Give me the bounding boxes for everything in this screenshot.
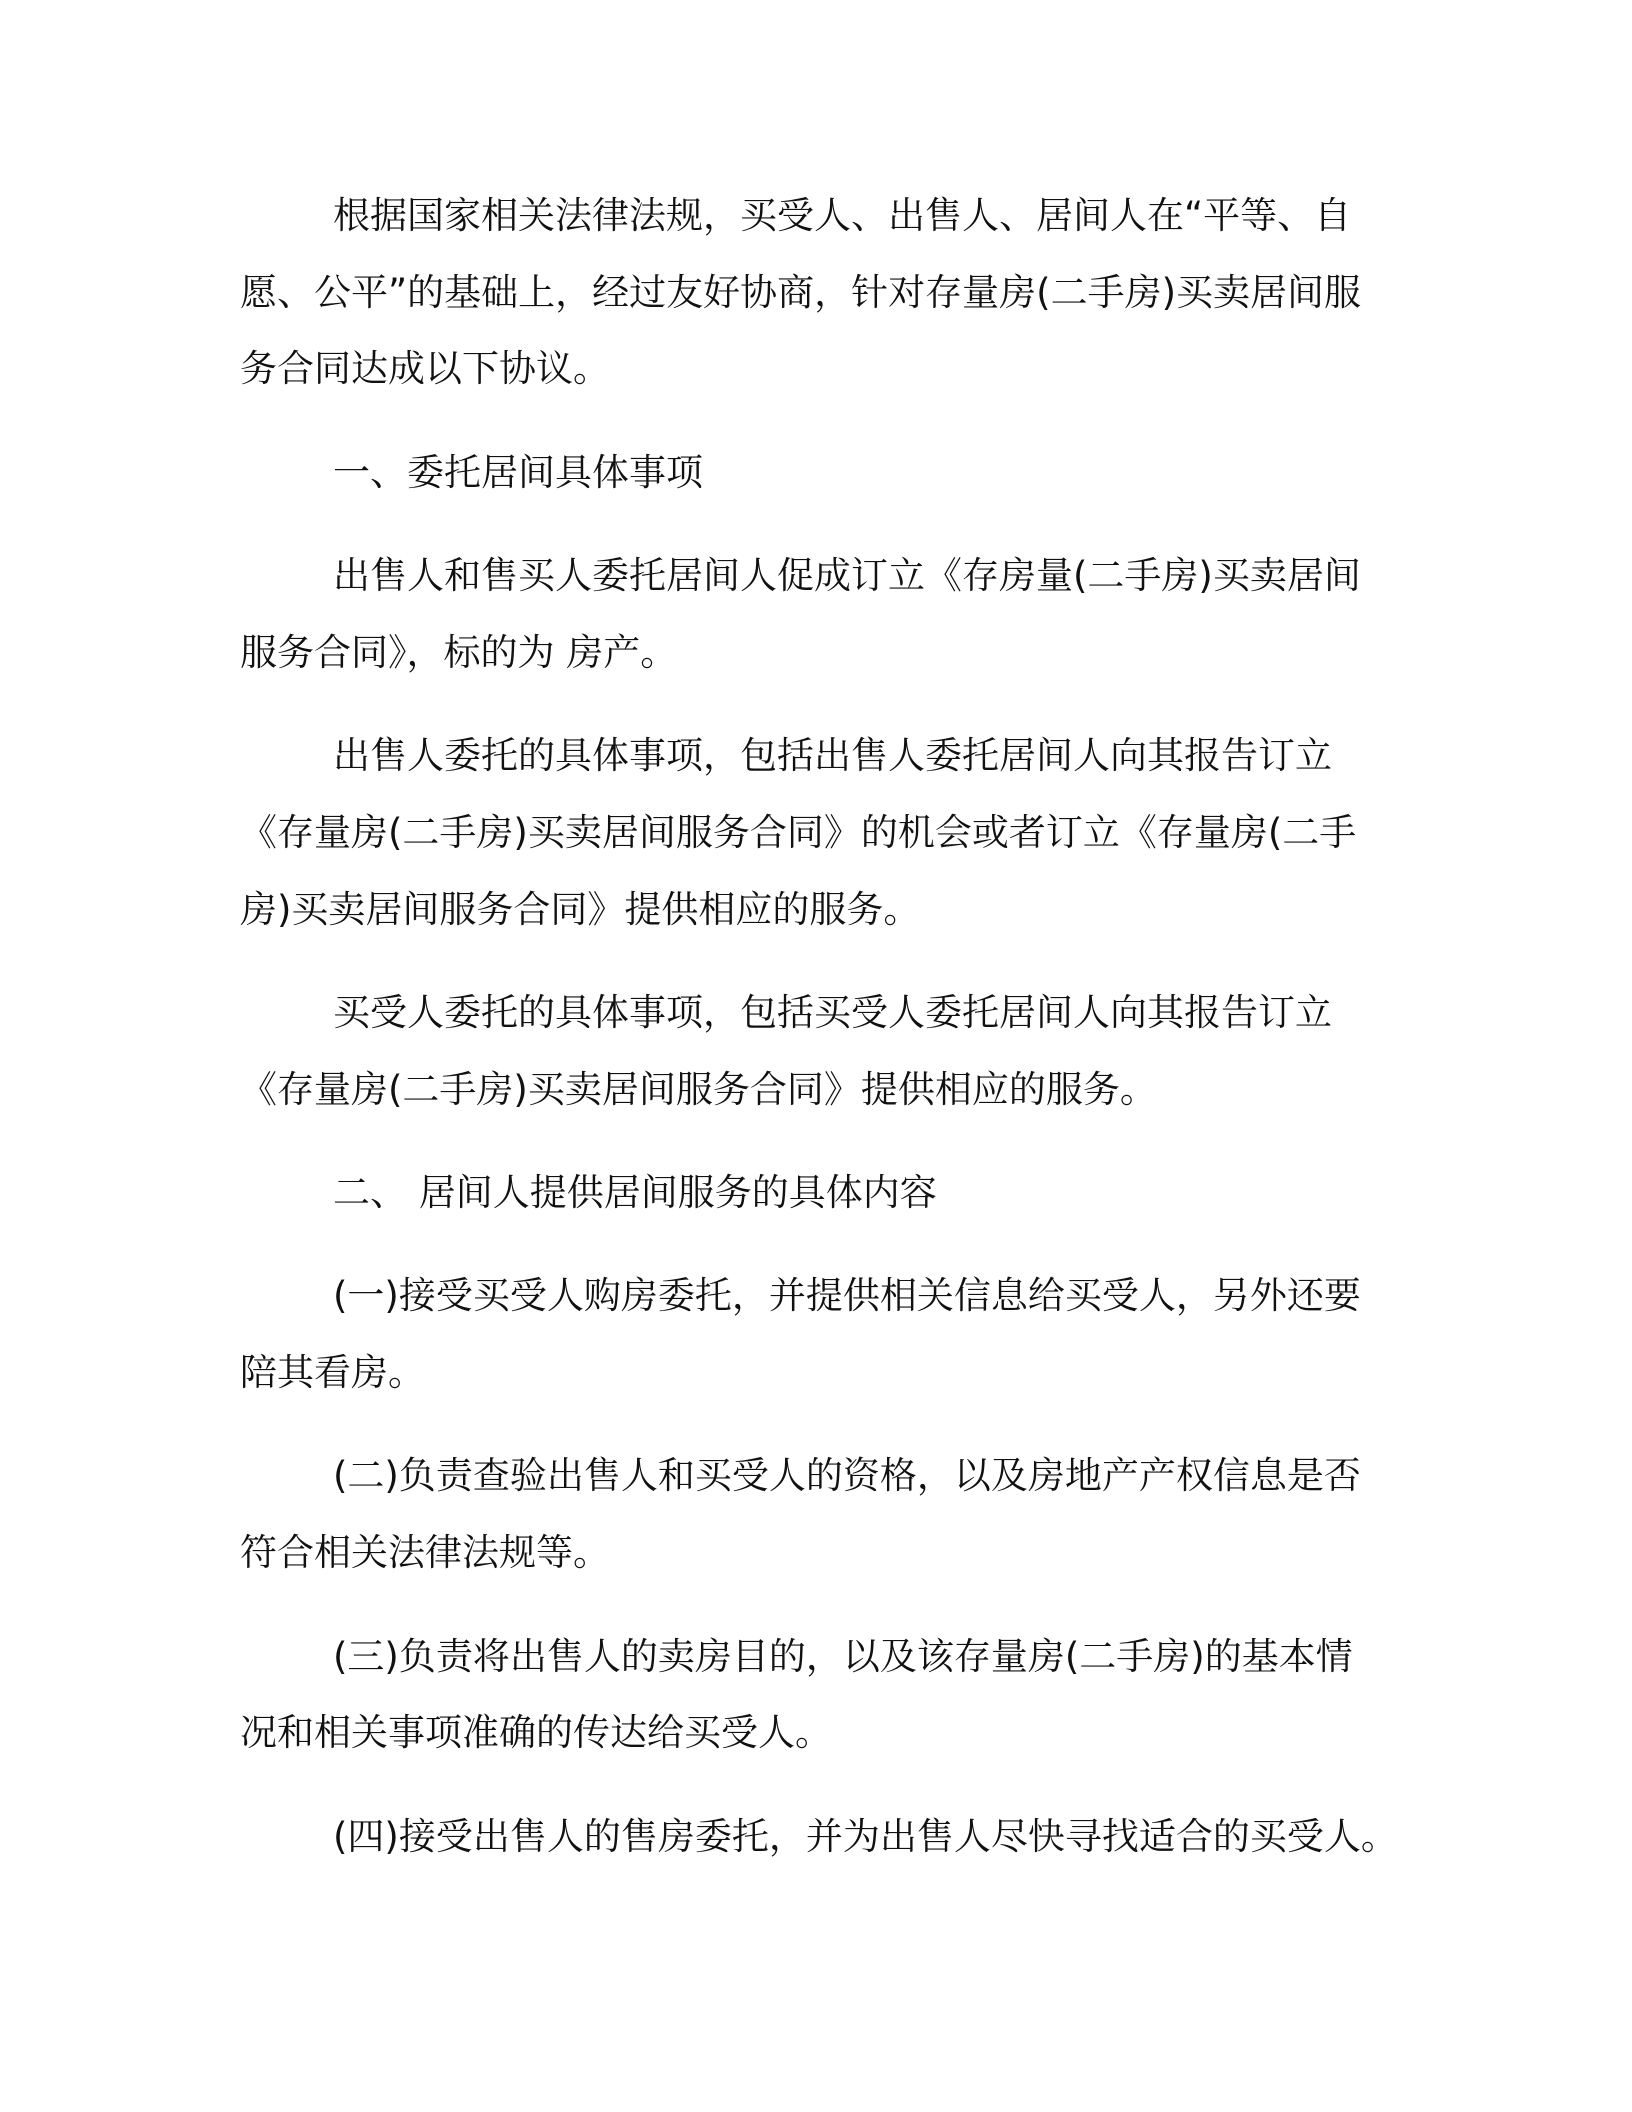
list-item-4 xyxy=(240,1799,1440,1876)
text-line: 陪其看房。 xyxy=(240,1351,425,1395)
paragraph-seller-matters xyxy=(240,718,1440,948)
text-line: 买受人委托的具体事项，包括买受人委托居间人向其报告订立 xyxy=(333,990,1332,1034)
text-line: (二)负责查验出售人和买受人的资格，以及房地产产权信息是否 xyxy=(333,1454,1361,1498)
heading-text: 一、委托居间具体事项 xyxy=(333,450,703,494)
paragraph-buyer-matters xyxy=(240,975,1440,1128)
text-line: 符合相关法律法规等。 xyxy=(240,1531,610,1575)
text-line: (一)接受买受人购房委托，并提供相关信息给买受人，另外还要 xyxy=(333,1274,1361,1318)
paragraph-entrustment xyxy=(240,538,1440,691)
text-line: 况和相关事项准确的传达给买受人。 xyxy=(240,1711,832,1755)
text-line: 出售人委托的具体事项，包括出售人委托居间人向其报告订立 xyxy=(333,734,1332,778)
text-line: 《存量房(二手房)买卖居间服务合同》提供相应的服务。 xyxy=(240,1067,1157,1111)
text-line: 服务合同》，标的为 房产。 xyxy=(240,630,678,674)
heading-text: 二、 居间人提供居间服务的具体内容 xyxy=(333,1171,937,1214)
section-heading-1 xyxy=(240,435,1440,512)
text-line: 根据国家相关法律法规，买受人、出售人、居间人在“平等、自 xyxy=(333,194,1352,237)
list-item-3 xyxy=(240,1619,1440,1772)
section-heading-2 xyxy=(240,1155,1440,1232)
list-item-2 xyxy=(240,1438,1440,1591)
text-line: 房)买卖居间服务合同》提供相应的服务。 xyxy=(240,887,921,931)
text-line: 《存量房(二手房)买卖居间服务合同》的机会或者订立《存量房(二手 xyxy=(240,810,1357,854)
text-line: 愿、公平”的基础上，经过友好协商，针对存量房(二手房)买卖居间服 xyxy=(240,270,1362,314)
paragraph-intro xyxy=(240,178,1440,408)
document-body xyxy=(240,178,1440,1902)
text-line: (四)接受出售人的售房委托，并为出售人尽快寻找适合的买受人。 xyxy=(333,1814,1398,1858)
text-line: 务合同达成以下协议。 xyxy=(240,347,610,391)
text-line: 出售人和售买人委托居间人促成订立《存房量(二手房)买卖居间 xyxy=(333,554,1361,598)
text-line: (三)负责将出售人的卖房目的，以及该存量房(二手房)的基本情 xyxy=(333,1634,1353,1678)
list-item-1 xyxy=(240,1258,1440,1411)
